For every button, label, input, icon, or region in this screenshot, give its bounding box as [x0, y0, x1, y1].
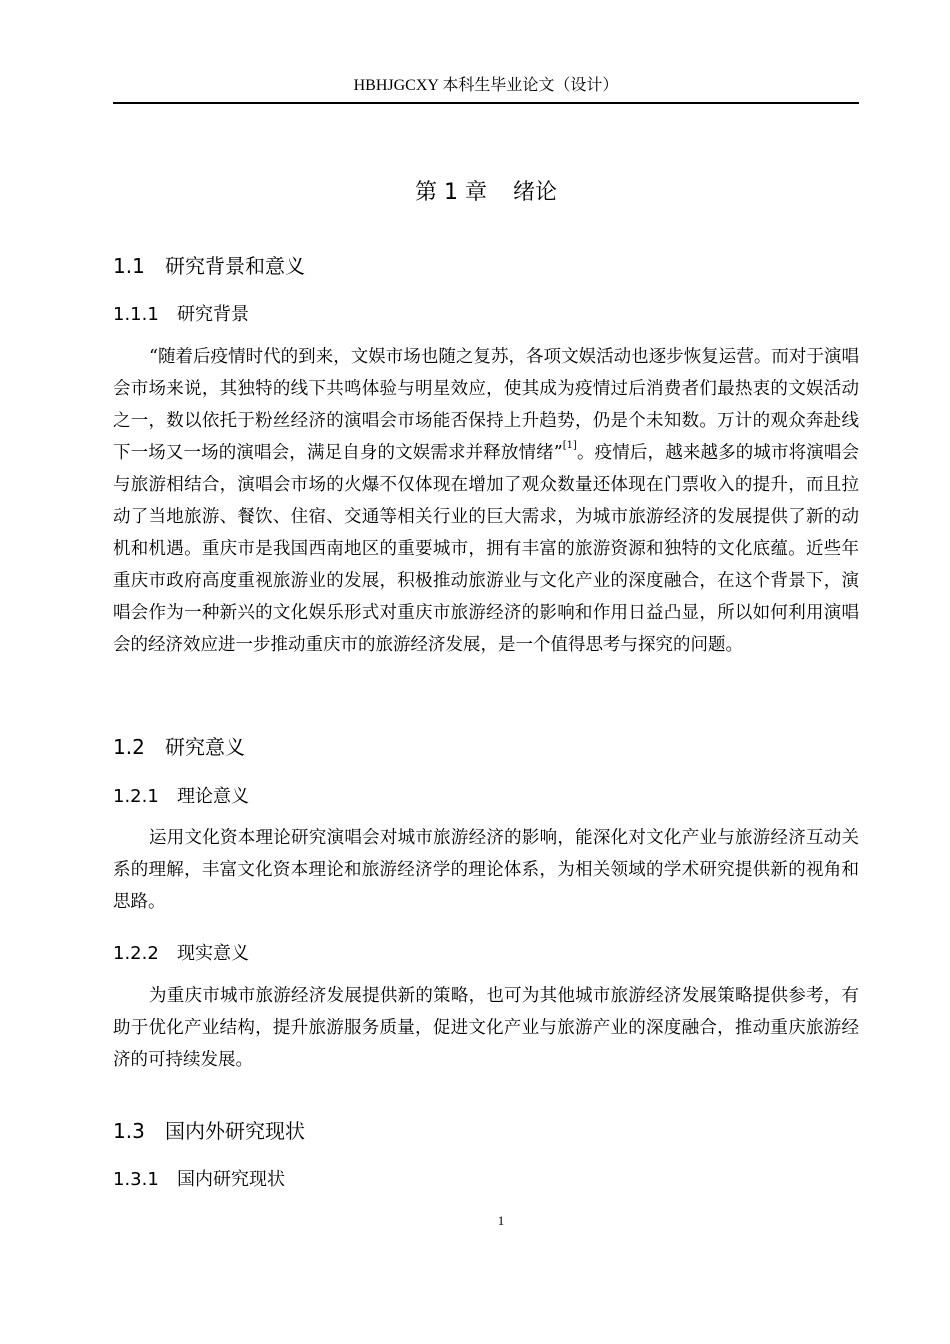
paragraph-research-background: [113, 341, 859, 661]
paragraph-text: 。疫情后，越来越多的城市将演唱会与旅游相结合，演唱会市场的火爆不仅体现在增加了观众数量还体现在门票收入的提升，而且拉动了当地旅游、餐饮、住宿、交通等相关行业的巨大需求，为城市旅游经济的发展提供了新的动机和机遇。重庆市是我国西南地区的重要城市，拥有丰富的旅游资源和独特的文化底蕴。近些年重庆市政府高度重视旅游业的发展，积极推动旅游业与文化产业的深度融合，在这个背景下，演唱会作为一种新兴的文化娱乐形式对重庆市旅游经济的影响和作用日益凸显，所以如何利用演唱会的经济效应进一步推动重庆市的旅游经济发展，是一个值得思考与探究的问题。: [113, 443, 860, 655]
paragraph-practical-significance: 为重庆市城市旅游经济发展提供新的策略，也可为其他城市旅游经济发展策略提供参考，有助于优化产业结构，提升旅游服务质量，促进文化产业与旅游产业的深度融合，推动重庆旅游经济的可持续发展。: [113, 986, 859, 1070]
subsection-number: 1.3.1: [113, 1169, 159, 1190]
subsection-heading-1-2-1: [113, 784, 249, 810]
section-title: 国内外研究现状: [165, 1119, 305, 1143]
page-header: HBHJGCXY 本科生毕业论文（设计）: [113, 74, 859, 104]
subsection-title: 国内研究现状: [177, 1169, 285, 1190]
subsection-heading-1-1-1: [113, 302, 249, 328]
subsection-title: 理论意义: [177, 786, 249, 807]
paragraph-text: “随着后疫情时代的到来，文娱市场也随之复苏，各项文娱活动也逐步恢复运营。而对于演唱会市场来说，其独特的线下共鸣体验与明星效应，使其成为疫情过后消费者们最热衷的文娱活动之一，数以依托于粉丝经济的演唱会市场能否保持上升趋势，仍是个未知数。万计的观众奔赴线下一场又一场的演唱会，满足自身的文娱需求并释放情绪”: [113, 347, 859, 463]
subsection-number: 1.2.1: [113, 786, 159, 807]
subsection-title: 研究背景: [177, 304, 249, 325]
paragraph-theoretical-significance: 运用文化资本理论研究演唱会对城市旅游经济的影响，能深化对文化产业与旅游经济互动关系的理解，丰富文化资本理论和旅游经济学的理论体系，为相关领域的学术研究提供新的视角和思路。: [113, 828, 859, 912]
section-heading-1-2: [113, 733, 245, 761]
chapter-name: 绪论: [512, 180, 557, 205]
subsection-heading-1-2-2: [113, 941, 249, 967]
citation-reference[interactable]: [1]: [562, 440, 577, 451]
subsection-number: 1.1.1: [113, 304, 159, 325]
section-title: 研究意义: [165, 735, 245, 759]
chapter-title: [113, 178, 859, 208]
subsection-heading-1-3-1: [113, 1167, 285, 1193]
subsection-title: 现实意义: [177, 943, 249, 964]
subsection-number: 1.2.2: [113, 943, 159, 964]
section-number: 1.2: [113, 735, 145, 759]
section-heading-1-3: [113, 1117, 305, 1145]
section-number: 1.3: [113, 1119, 145, 1143]
chapter-number: 第 1 章: [415, 180, 487, 205]
page-number: 1: [497, 1213, 505, 1228]
section-title: 研究背景和意义: [165, 254, 305, 278]
section-number: 1.1: [113, 254, 145, 278]
section-heading-1-1: [113, 252, 305, 280]
